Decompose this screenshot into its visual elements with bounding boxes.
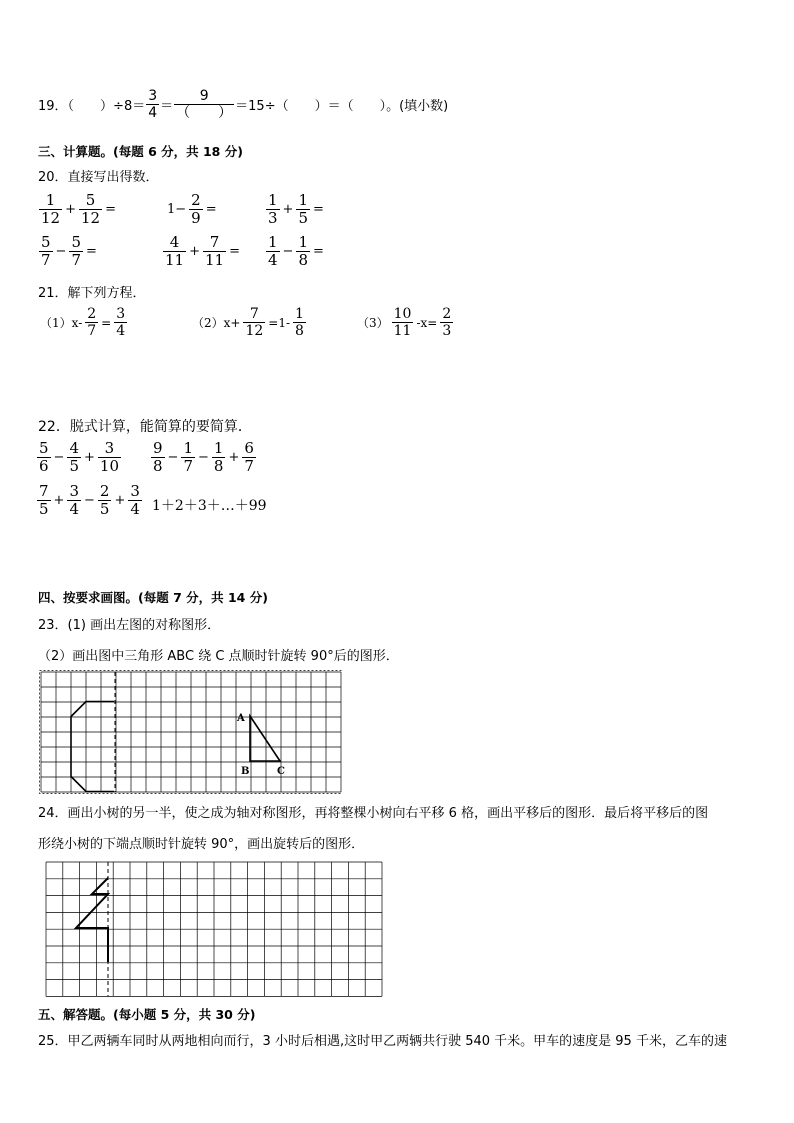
q19-frac1: $\frac{3}{4}$	[148, 88, 158, 122]
q23-sub-2: （2）画出图中三角形 ABC 绕 C 点顺时针旋转 90°后的图形．	[38, 649, 399, 664]
q22-expr-4: 1＋2＋3＋…＋99	[152, 498, 267, 514]
q21-equation-1: （1）x- $\frac{2}{7}$ = $\frac{3}{4}$	[40, 306, 126, 340]
q21-equation-2: （2）x+ $\frac{7}{12}$ =1- $\frac{1}{8}$	[192, 306, 304, 340]
q20-item-2: 1− $\frac{2}{9}$ =	[167, 191, 217, 228]
q25-line-1: 25．甲乙两辆车同时从两地相向而行，3 小时后相遇,这时甲乙两辆共行驶 540 千米。甲车的速度是 95 千米，乙车的速	[38, 1034, 727, 1049]
q19-part2: ＝15÷（ ）＝（ ）。(填小数)	[235, 99, 449, 115]
section-4-title: 四、按要求画图。(每题 7 分，共 14 分)	[38, 590, 268, 605]
question-19: 19．（ ）÷8＝ $\frac{3}{4}$ ＝ $\frac{9}{( )}$ ＝15÷（ ）＝（ ）。(填小数)	[38, 88, 449, 122]
q20-item-3: $\frac{1}{3}$ + $\frac{1}{5}$ =	[268, 191, 324, 228]
q20-item-1: $\frac{1}{12}$ + $\frac{5}{12}$ =	[41, 191, 116, 228]
q23-left-shape	[71, 702, 114, 792]
q19-frac2: $\frac{9}{( )}$	[176, 88, 233, 122]
q23-grid-figure	[38, 670, 342, 794]
q19-part1: （ ）÷8＝	[67, 99, 146, 115]
triangle-abc	[250, 716, 280, 761]
q20-item-6: $\frac{1}{4}$ − $\frac{1}{8}$ =	[268, 233, 324, 270]
q20-item-5: $\frac{4}{11}$ + $\frac{7}{11}$ =	[165, 233, 240, 270]
q22-stem: 22．脱式计算，能简算的要简算．	[38, 419, 252, 435]
label-b: B	[241, 766, 250, 777]
q20-item-4: $\frac{5}{7}$ − $\frac{5}{7}$ =	[41, 233, 97, 270]
q21-stem: 21．解下列方程．	[38, 286, 146, 301]
q22-expr-2: $\frac{9}{8}$ − $\frac{1}{7}$ − $\frac{1}{8}$ + $\frac{6}{7}$	[153, 439, 254, 476]
section-5-title: 五、解答题。(每小题 5 分，共 30 分)	[38, 1007, 256, 1022]
q24-line-1: 24．画出小树的另一半，使之成为轴对称图形，再将整棵小树向右平移 6 格，画出平移后的图形．最后将平移后的图	[38, 806, 709, 821]
q23-sub-1: 23．(1) 画出左图的对称图形．	[38, 618, 221, 633]
q22-expr-3: $\frac{7}{5}$ + $\frac{3}{4}$ − $\frac{2}{5}$ + $\frac{3}{4}$	[39, 482, 140, 519]
tree-half	[76, 878, 108, 962]
q24-line-2: 形绕小树的下端点顺时针旋转 90°，画出旋转后的图形．	[38, 837, 365, 852]
q22-expr-1: $\frac{5}{6}$ − $\frac{4}{5}$ + $\frac{3}{10}$	[39, 439, 119, 476]
section-3-title: 三、计算题。(每题 6 分，共 18 分)	[38, 144, 243, 159]
label-c: C	[277, 766, 285, 777]
label-a: A	[237, 713, 245, 724]
q20-stem: 20．直接写出得数．	[38, 170, 159, 185]
q19-number: 19．	[38, 99, 68, 115]
q24-grid-figure	[44, 860, 384, 998]
q21-equation-3: （3） $\frac{10}{11}$ -x= $\frac{2}{3}$	[357, 306, 452, 340]
